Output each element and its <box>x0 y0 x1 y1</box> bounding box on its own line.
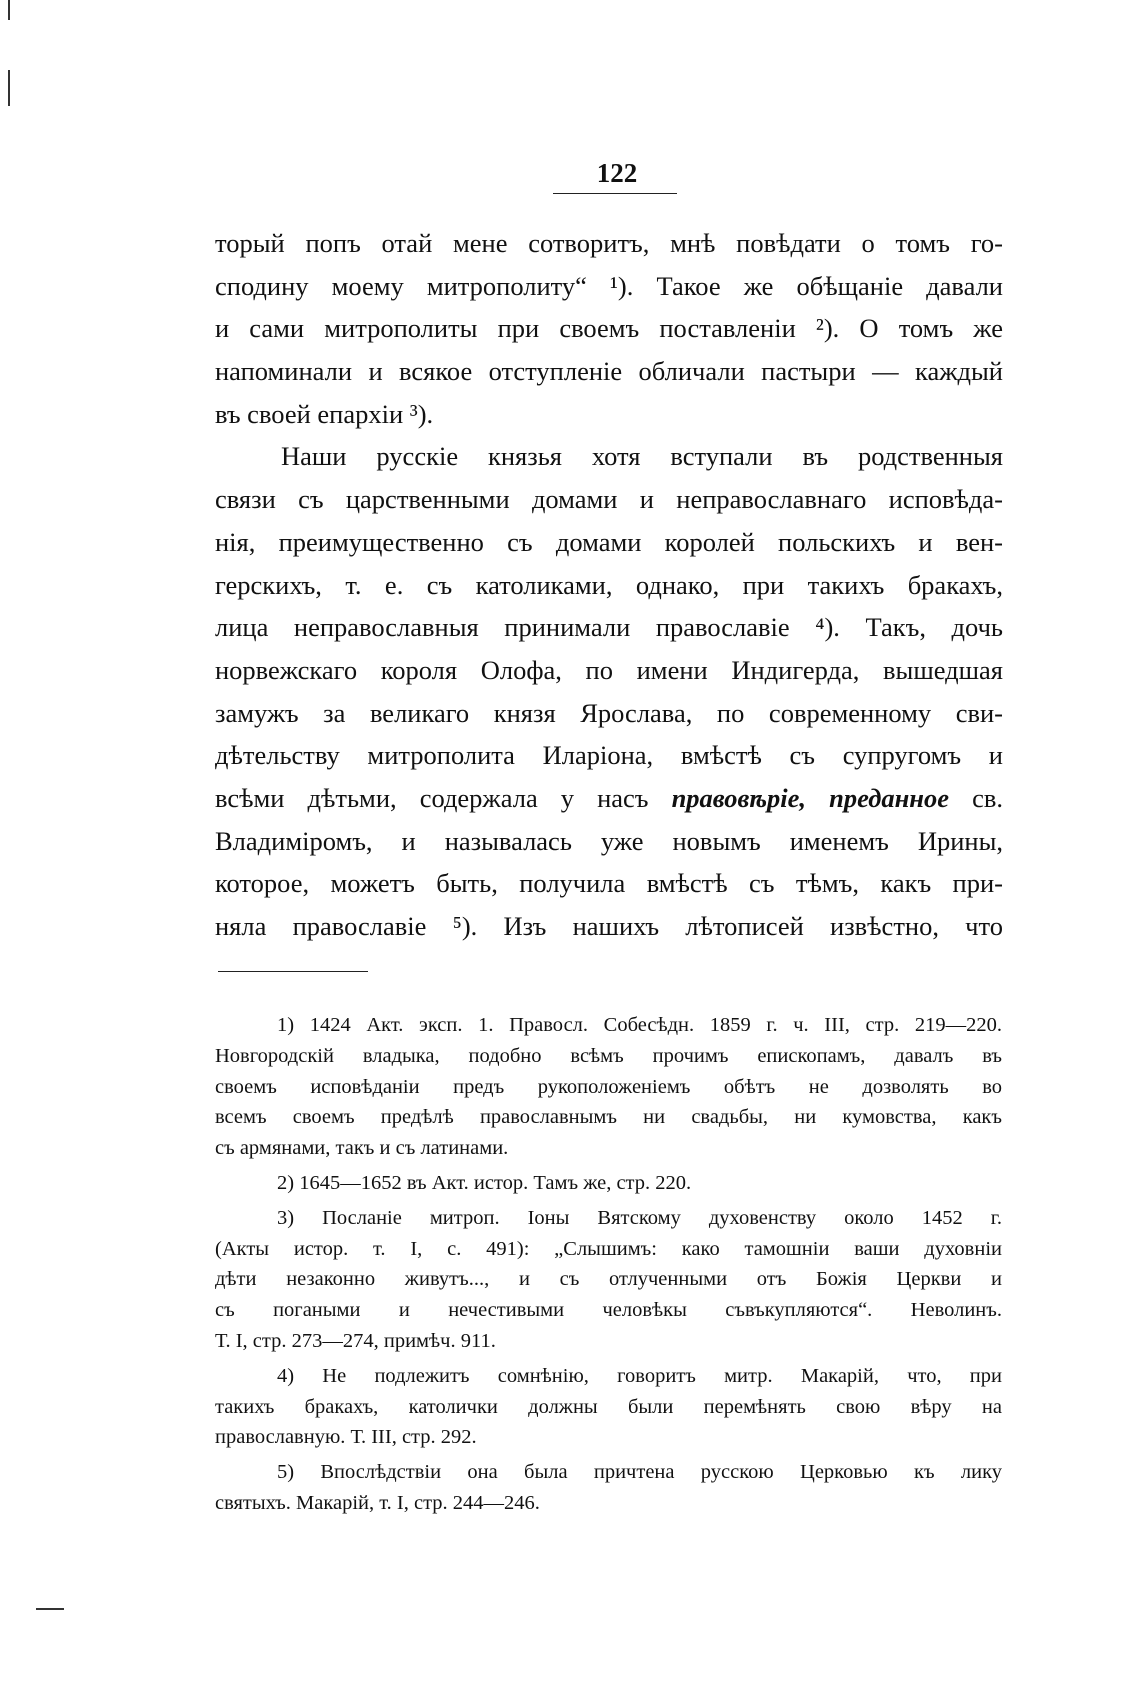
body-text-line: всѣми дѣтьми, содержала у насъ правовѣріе, преданное св. <box>215 782 1003 813</box>
footnote-line: 5) Впослѣдствіи она была причтена русскою Церковью къ лику <box>277 1461 1002 1484</box>
footnote-line: Т. I, стр. 273—274, примѣч. 911. <box>215 1329 496 1352</box>
page-number: 122 <box>596 158 638 188</box>
footnote-line: 2) 1645—1652 въ Акт. истор. Тамъ же, стр. 220. <box>277 1171 692 1194</box>
body-text-line: въ своей епархіи ³). <box>215 398 434 429</box>
footnote-line: всемъ своемъ предѣлѣ православнымъ ни свадьбы, ни кумовства, какъ <box>215 1106 1002 1129</box>
footnote-line: съ армянами, такъ и съ латинами. <box>215 1137 509 1160</box>
scan-mark <box>36 1608 64 1610</box>
body-text-line: няла православіе ⁵). Изъ нашихъ лѣтописей извѣстно, что <box>215 911 1003 941</box>
body-text-line: Владиміромъ, и называлась уже новымъ именемъ Ирины, <box>215 825 1003 856</box>
footnote-line: 4) Не подлежитъ сомнѣнію, говоритъ митр. Макарій, что, при <box>277 1364 1002 1387</box>
footnotes <box>215 1010 1002 1523</box>
body-text-line: нія, преимущественно съ домами королей польскихъ и вен- <box>215 526 1003 557</box>
footnote <box>215 1168 1002 1199</box>
body-text-line: Наши русскіе князья хотя вступали въ родственныя <box>281 441 1003 472</box>
footnote-line: дѣти незаконно живутъ..., и съ отлученными отъ Божія Церкви и <box>215 1268 1002 1291</box>
body-text-line: торый попъ отай мене сотворитъ, мнѣ повѣдати о томъ го- <box>215 228 1003 258</box>
footnote-separator <box>218 971 368 972</box>
body-text-line: лица неправославныя принимали православіе ⁴). Такъ, дочь <box>215 612 1003 643</box>
body-text-line: напоминали и всякое отступленіе обличали пастыри — каждый <box>215 356 1003 387</box>
body-text-line: герскихъ, т. е. съ католиками, однако, при такихъ бракахъ, <box>215 569 1003 600</box>
footnote-line: (Акты истор. т. I, с. 491): „Слышимъ: како тамошніи ваши духовніи <box>215 1237 1002 1260</box>
body-text-line: сподину моему митрополиту“ ¹). Такое же обѣщаніе давали <box>215 270 1003 301</box>
footnote-line: православную. Т. III, стр. 292. <box>215 1426 477 1449</box>
body-text-line: которое, можетъ быть, получила вмѣстѣ съ тѣмъ, какъ при- <box>215 868 1003 899</box>
body-text-line: связи съ царственными домами и неправославнаго исповѣда- <box>215 484 1003 515</box>
footnote <box>215 1203 1002 1357</box>
footnote-line: святыхъ. Макарій, т. I, стр. 244—246. <box>215 1491 540 1514</box>
footnote <box>215 1010 1002 1164</box>
footnote-line: Новгородскій владыка, подобно всѣмъ прочимъ епископамъ, давалъ въ <box>215 1044 1002 1067</box>
body-text-line: замужъ за великаго князя Ярослава, по современному сви- <box>215 697 1003 728</box>
main-text <box>215 222 1003 948</box>
footnote-line: 3) Посланіе митроп. Іоны Вятскому духовенству около 1452 г. <box>277 1206 1002 1229</box>
footnote-line: съ погаными и нечестивыми человѣкы съвъкупляются“. Неволинъ. <box>215 1299 1002 1322</box>
footnote <box>215 1457 1002 1519</box>
footnote-line: своемъ исповѣданіи предъ рукоположеніемъ обѣтъ не дозволять во <box>215 1075 1002 1098</box>
footnote <box>215 1361 1002 1453</box>
emphasis-text: правовѣріе, преданное <box>671 782 950 813</box>
body-text-line: дѣтельству митрополита Иларіона, вмѣстѣ съ супругомъ и <box>215 740 1003 771</box>
body-text-line: норвежскаго короля Олофа, по имени Индигерда, вышедшая <box>215 654 1003 685</box>
footnote-line: 1) 1424 Акт. эксп. 1. Правосл. Собесѣдн. 1859 г. ч. III, стр. 219—220. <box>277 1014 1002 1036</box>
footnote-line: такихъ бракахъ, католички должны были перемѣнять свою вѣру на <box>215 1395 1002 1418</box>
scan-mark <box>8 0 10 20</box>
scan-mark <box>8 70 10 106</box>
page-number-rule <box>553 193 677 194</box>
body-text-line: и сами митрополиты при своемъ поставленіи ²). О томъ же <box>215 313 1003 344</box>
